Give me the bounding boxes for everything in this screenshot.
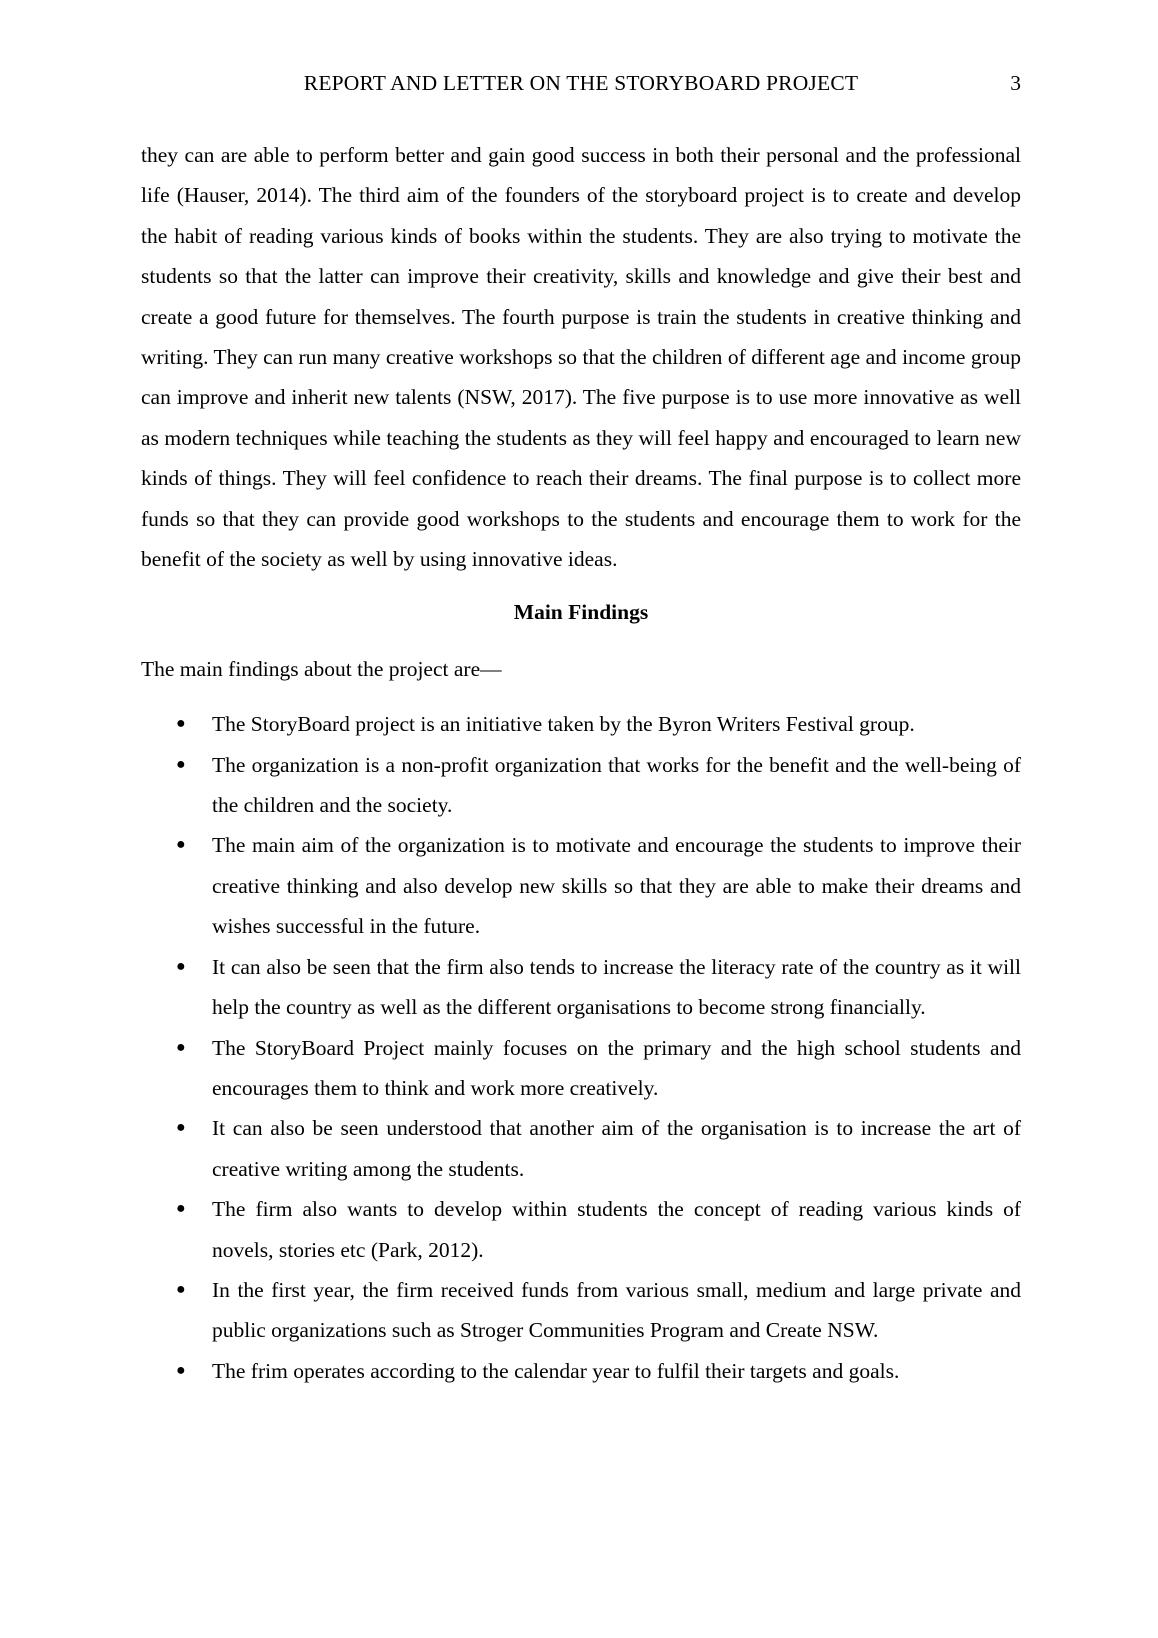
bullet-icon: ● — [176, 755, 186, 773]
section-heading: Main Findings — [513, 600, 649, 625]
finding-item — [141, 825, 1021, 946]
finding-text: The StoryBoard Project mainly focuses on the primary and the high school students and encourages them to think and work more creatively. — [212, 1035, 1021, 1100]
finding-text: The organization is a non-profit organization that works for the benefit and the well-being of the children and the society. — [212, 752, 1021, 818]
finding-text: In the first year, the firm received funds from various small, medium and large private and public organizations such as Stroger Communities Program and Create NSW. — [212, 1277, 1021, 1343]
finding-item — [141, 947, 1021, 1028]
bullet-icon: ● — [176, 1038, 186, 1056]
finding-text: It can also be seen that the firm also tends to increase the literacy rate of the country as it will help the country as well as the different organisations to become strong financially. — [212, 954, 1021, 1020]
document-body — [141, 135, 1021, 1391]
finding-item — [141, 1351, 1021, 1391]
finding-text: It can also be seen understood that another aim of the organisation is to increase the art of creative writing among the students. — [212, 1116, 1021, 1181]
finding-text: The StoryBoard project is an initiative taken by the Byron Writers Festival group. — [212, 712, 915, 737]
finding-text: The main aim of the organization is to motivate and encourage the students to improve their creative thinking and also develop new skills so that they are able to make their dreams and wishes successful in the future. — [212, 833, 1021, 939]
finding-item — [141, 1028, 1021, 1109]
running-head — [141, 68, 1021, 98]
bullet-icon: ● — [176, 1280, 186, 1298]
running-head-title: REPORT AND LETTER ON THE STORYBOARD PROJECT — [303, 71, 859, 95]
finding-text: The firm also wants to develop within students the concept of reading various kinds of novels, stories etc (Park, 2012). — [212, 1197, 1021, 1262]
bullet-icon: ● — [176, 1361, 186, 1379]
bullet-icon: ● — [176, 715, 186, 733]
page-number: 3 — [1010, 71, 1021, 95]
finding-item — [141, 1189, 1021, 1270]
finding-item — [141, 745, 1021, 826]
bullet-icon: ● — [176, 1200, 186, 1218]
finding-item — [141, 1108, 1021, 1189]
finding-text: The frim operates according to the calendar year to fulfil their targets and goals. — [212, 1358, 900, 1383]
bullet-icon: ● — [176, 957, 186, 975]
body-paragraph: they can are able to perform better and gain good success in both their personal and the professional life (Hauser, 2014). The third aim of the founders of the storyboard project is to create and develop the habit of reading various kinds of books within the students. They are also trying to motivate the students so that the latter can improve their creativity, skills and knowledge and give their best and create a good future for themselves. The fourth purpose is train the students in creative thinking and writing. They can run many creative workshops so that the children of different age and income group can improve and inherit new talents (NSW, 2017). The five purpose is to use more innovative as well as modern techniques while teaching the students as they will feel happy and encouraged to learn new kinds of things. They will feel confidence to reach their dreams. The final purpose is to collect more funds so that they can provide good workshops to the students and encourage them to work for the benefit of the society as well by using innovative ideas. — [141, 143, 1021, 572]
findings-list — [141, 704, 1021, 1391]
bullet-icon: ● — [176, 836, 186, 854]
finding-item — [141, 704, 1021, 744]
bullet-icon: ● — [176, 1119, 186, 1137]
finding-item — [141, 1270, 1021, 1351]
findings-intro: The main findings about the project are— — [141, 656, 502, 681]
